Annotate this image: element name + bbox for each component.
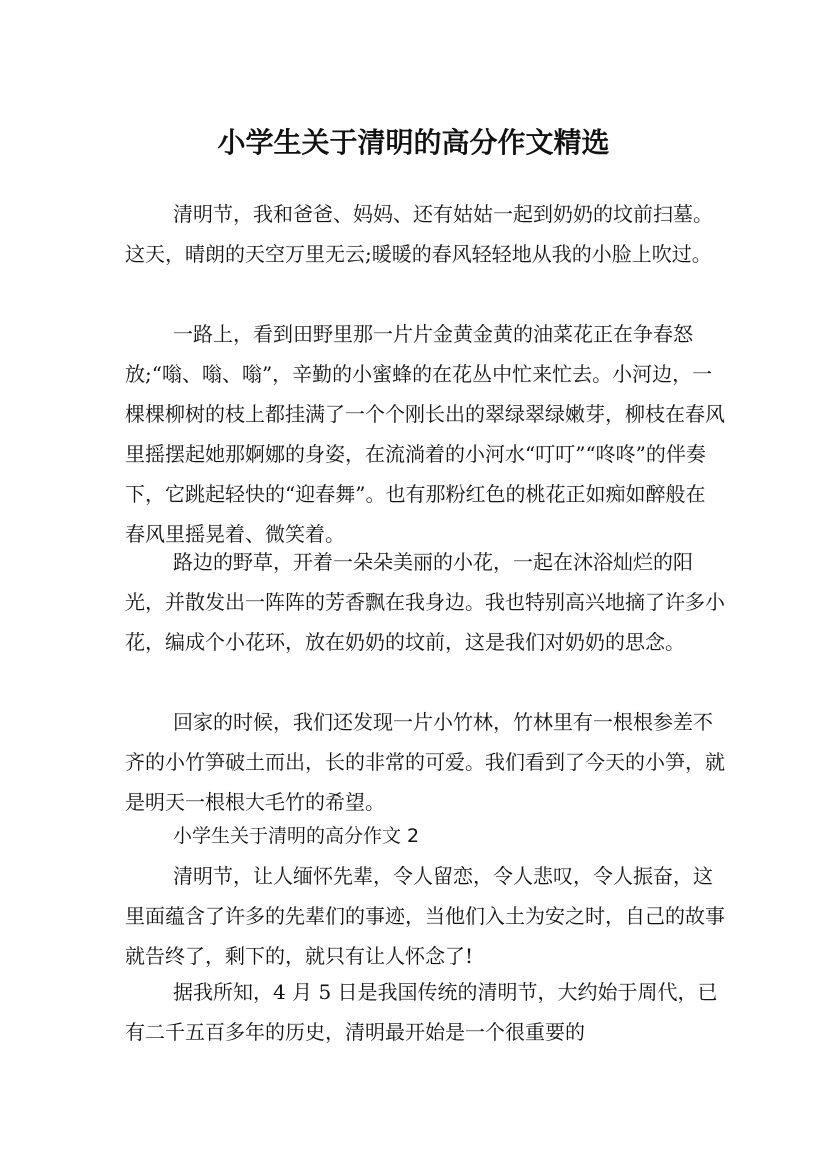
paragraph-1: 清明节，我和爸爸、妈妈、还有姑姑一起到奶奶的坟前扫墓。这天，晴朗的天空万里无云;暖暖的春风轻轻地从我的小脸上吹过。 (125, 202, 713, 266)
paragraph-6: 据我所知，4 月 5 日是我国传统的清明节，大约始于周代，已有二千五百多年的历史，清明最开始是一个很重要的 (125, 980, 718, 1044)
paragraph-5: 清明节，让人缅怀先辈，令人留恋，令人悲叹，令人振奋，这里面蕴含了许多的先辈们的事迹，当他们入土为安之时，自己的故事就告终了，剩下的，就只有让人怀念了! (125, 864, 725, 968)
paragraph-3: 路边的野草，开着一朵朵美丽的小花，一起在沐浴灿烂的阳光，并散发出一阵阵的芳香飘在我身边。我也特别高兴地摘了许多小花，编成个小花环，放在奶奶的坟前，这是我们对奶奶的思念。 (125, 550, 725, 654)
document-title: 小学生关于清明的高分作文精选 (217, 125, 610, 159)
section-subheading: 小学生关于清明的高分作文 2 (173, 825, 420, 847)
paragraph-4: 回家的时候，我们还发现一片小竹林，竹林里有一根根参差不齐的小竹笋破土而出，长的非常的可爱。我们看到了今天的小笋，就是明天一根根大毛竹的希望。 (125, 710, 725, 814)
paragraph-2: 一路上，看到田野里那一片片金黄金黄的油菜花正在争春怒放;“嗡、嗡、嗡”，辛勤的小蜜蜂的在花丛中忙来忙去。小河边，一棵棵柳树的枝上都挂满了一个个刚长出的翠绿翠绿嫩芽，柳枝在春风里摇摆起她那婀娜的身姿，在流淌着的小河水“叮叮”“咚咚”的伴奏下，它跳起轻快的“迎春舞”。也有那粉红色的桃花正如痴如醉般在春风里摇晃着、微笑着。 (125, 322, 725, 546)
